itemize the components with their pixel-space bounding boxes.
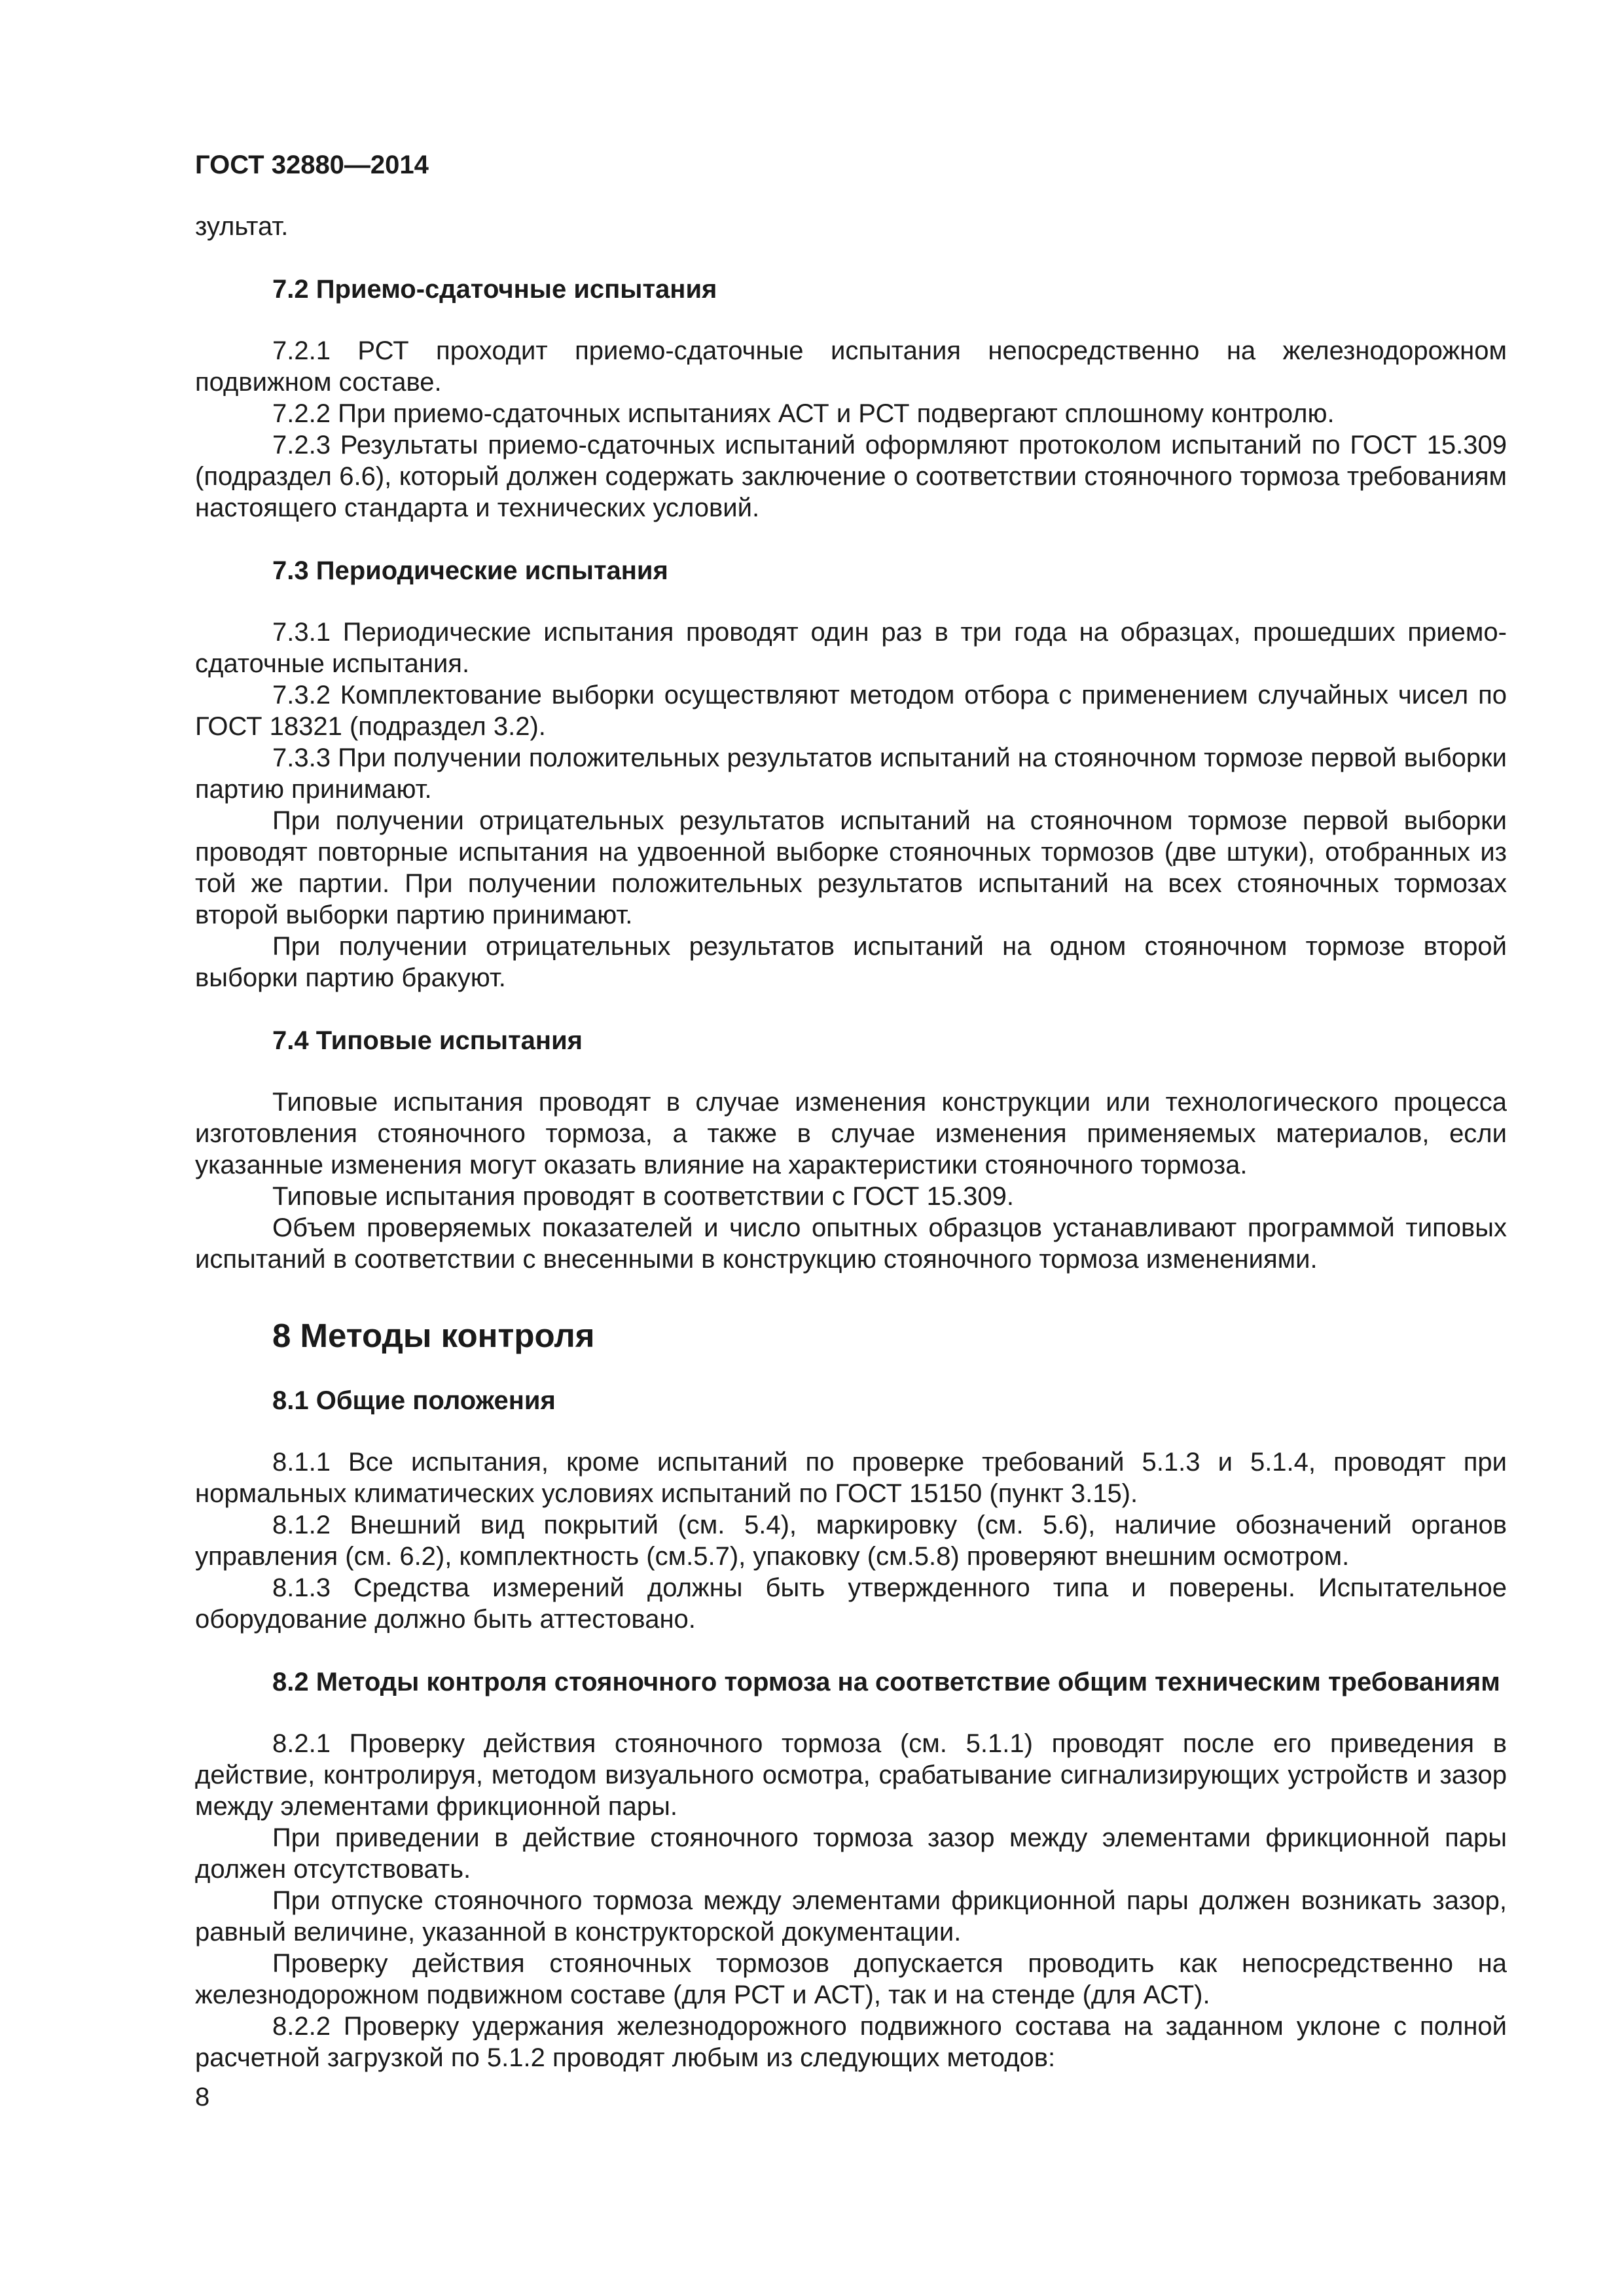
paragraph-8-2-1: 8.2.1 Проверку действия стояночного тормоза (см. 5.1.1) проводят после его приведения в действие, контролируя, методом визуального осмотра, срабатывание сигнализирующих устройств и зазор между элементами фрикционной пары.: [195, 1729, 1507, 1821]
paragraph-7-4-b: Типовые испытания проводят в соответствии с ГОСТ 15.309.: [272, 1182, 1015, 1211]
paragraph-7-3-3-c: При получении отрицательных результатов испытаний на одном стояночном тормозе второй выборки партию бракуют.: [195, 932, 1507, 992]
paragraph-8-2-1-b: При приведении в действие стояночного тормоза зазор между элементами фрикционной пары должен отсутствовать.: [195, 1823, 1507, 1884]
page-number: 8: [195, 2083, 210, 2111]
paragraph-7-3-1: 7.3.1 Периодические испытания проводят один раз в три года на образцах, прошедших приемо-сдаточные испытания.: [195, 618, 1507, 678]
paragraph-8-2-2: 8.2.2 Проверку удержания железнодорожного подвижного состава на заданном уклоне с полной расчетной загрузкой по 5.1.2 проводят любым из следующих методов:: [195, 2012, 1507, 2072]
paragraph-7-3-3: 7.3.3 При получении положительных результатов испытаний на стояночном тормозе первой выборки партию принимают.: [195, 744, 1507, 804]
heading-8-2: 8.2 Методы контроля стояночного тормоза на соответствие общим техническим требованиям: [272, 1668, 1500, 1696]
heading-7-3: 7.3 Периодические испытания: [272, 556, 668, 585]
paragraph-8-1-1: 8.1.1 Все испытания, кроме испытаний по проверке требований 5.1.3 и 5.1.4, проводят при нормальных климатических условиях испытаний по ГОСТ 15150 (пункт 3.15).: [195, 1448, 1507, 1508]
paragraph-7-4-c: Объем проверяемых показателей и число опытных образцов устанавливают программой типовых испытаний в соответствии с внесенными в конструкцию стояночного тормоза изменениями.: [195, 1213, 1507, 1274]
heading-7-2: 7.2 Приемо-сдаточные испытания: [272, 275, 717, 304]
paragraph-8-1-3: 8.1.3 Средства измерений должны быть утвержденного типа и поверены. Испытательное оборудование должно быть аттестовано.: [195, 1573, 1507, 1634]
paragraph-7-4-a: Типовые испытания проводят в случае изменения конструкции или технологического процесса изготовления стояночного тормоза, а также в случае изменения применяемых материалов, если указанные изменения могут оказать влияние на характеристики стояночного тормоза.: [195, 1088, 1507, 1179]
paragraph-7-2-1: 7.2.1 РСТ проходит приемо-сдаточные испытания непосредственно на железнодорожном подвижном составе.: [195, 336, 1507, 397]
paragraph-8-2-1-c: При отпуске стояночного тормоза между элементами фрикционной пары должен возникать зазор, равный величине, указанной в конструкторской документации.: [195, 1886, 1507, 1946]
paragraph-8-2-1-d: Проверку действия стояночных тормозов допускается проводить как непосредственно на железнодорожном подвижном составе (для РСТ и АСТ), так и на стенде (для АСТ).: [195, 1949, 1507, 2009]
heading-8: 8 Методы контроля: [272, 1317, 595, 1354]
paragraph-7-2-2: 7.2.2 При приемо-сдаточных испытаниях АСТ и РСТ подвергают сплошному контролю.: [272, 399, 1335, 428]
document-page: [195, 149, 1507, 2073]
paragraph-7-3-2: 7.3.2 Комплектование выборки осуществляют методом отбора с применением случайных чисел по ГОСТ 18321 (подраздел 3.2).: [195, 681, 1507, 741]
document-header: ГОСТ 32880—2014: [195, 151, 429, 179]
paragraph-7-2-3: 7.2.3 Результаты приемо-сдаточных испытаний оформляют протоколом испытаний по ГОСТ 15.309 (подраздел 6.6), который должен содержать заключение о соответствии стояночного тормоза требованиям настоящего стандарта и технических условий.: [195, 431, 1507, 522]
paragraph-8-1-2: 8.1.2 Внешний вид покрытий (см. 5.4), маркировку (см. 5.6), наличие обозначений органов управления (см. 6.2), комплектность (см.5.7), упаковку (см.5.8) проверяют внешним осмотром.: [195, 1511, 1507, 1571]
paragraph-7-3-3-b: При получении отрицательных результатов испытаний на стояночном тормозе первой выборки проводят повторные испытания на удвоенной выборке стояночных тормозов (две штуки), отобранных из той же партии. При получении положительных результатов испытаний на всех стояночных тормозах второй выборки партию принимают.: [195, 806, 1507, 929]
paragraph-continuation: зультат.: [195, 212, 289, 241]
heading-7-4: 7.4 Типовые испытания: [272, 1026, 583, 1055]
heading-8-1: 8.1 Общие положения: [272, 1386, 556, 1415]
